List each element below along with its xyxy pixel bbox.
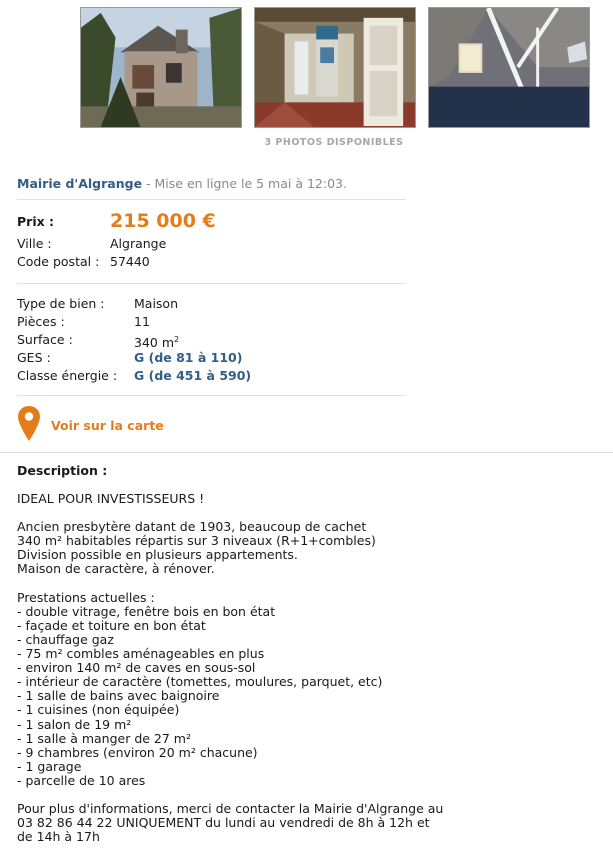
divider (17, 283, 406, 284)
rooms-value: 11 (134, 314, 150, 329)
listing-meta (17, 176, 347, 191)
view-on-map-link[interactable] (17, 405, 164, 445)
map-pin-icon (17, 405, 41, 445)
surface-value (134, 332, 179, 351)
hallway-image (255, 8, 415, 127)
city-value: Algrange (110, 236, 167, 251)
type-value: Maison (134, 296, 179, 311)
price-label: Prix : (17, 214, 55, 229)
ges-label: GES : (17, 350, 51, 365)
photo-thumbnail-entrance-hallway[interactable] (254, 7, 416, 128)
photo-thumbnail-attic-room[interactable] (428, 7, 590, 128)
price-value: 215 000 € (110, 210, 216, 232)
type-row (17, 296, 178, 312)
photo-gallery (80, 7, 590, 128)
postal-value: 57440 (110, 254, 150, 269)
ges-value-link[interactable]: G (de 81 à 110) (134, 350, 243, 365)
divider (0, 452, 613, 453)
attic-room-image (429, 8, 589, 127)
surface-row (17, 332, 179, 351)
rooms-row (17, 314, 150, 330)
surface-number: 340 m (134, 335, 175, 350)
divider (17, 395, 406, 396)
surface-unit-superscript: 2 (174, 335, 180, 344)
city-label: Ville : (17, 236, 52, 251)
surface-label: Surface : (17, 332, 73, 347)
description-body: IDEAL POUR INVESTISSEURS ! Ancien presbytère datant de 1903, beaucoup de cachet 340 m² habitables répartis sur 3 niveaux (R+1+combles) Division possible en plusieurs appartements. Maison de caractère, à rénover. Prestations actuelles : - double vitrage, fenêtre bois en bon état - façade et toiture en bon état - chauffage gaz - 75 m² combles aménageables en plus - environ 140 m² de caves en sous-sol - intérieur de caractère (tomettes, moulures, parquet, etc) - 1 salle de bains avec baignoire - 1 cuisines (non équipée) - 1 salon de 19 m² - 1 salle à manger de 27 m² - 9 chambres (environ 20 m² chacune) - 1 garage - parcelle de 10 ares Pour plus d'informations, merci de contacter la Mairie d'Algrange au 03 82 86 44 22 UNIQUEMENT du lundi au vendredi de 8h à 12h et de 14h à 17h (17, 491, 444, 845)
house-exterior-image (81, 8, 241, 127)
view-on-map-label: Voir sur la carte (51, 417, 164, 433)
divider (17, 199, 406, 200)
ges-row (17, 350, 242, 366)
city-row (17, 236, 166, 252)
description-title: Description : (17, 463, 108, 478)
posted-date-text: - Mise en ligne le 5 mai à 12:03. (142, 176, 347, 191)
postal-label: Code postal : (17, 254, 100, 269)
energy-value-link[interactable]: G (de 451 à 590) (134, 368, 252, 383)
type-label: Type de bien : (17, 296, 105, 311)
photo-thumbnail-house-exterior[interactable] (80, 7, 242, 128)
rooms-label: Pièces : (17, 314, 65, 329)
energy-row (17, 368, 251, 384)
price-row (17, 210, 216, 232)
seller-link[interactable]: Mairie d'Algrange (17, 176, 143, 191)
energy-label: Classe énergie : (17, 368, 118, 383)
postal-row (17, 254, 150, 270)
photo-count-label: 3 PHOTOS DISPONIBLES (264, 137, 404, 148)
